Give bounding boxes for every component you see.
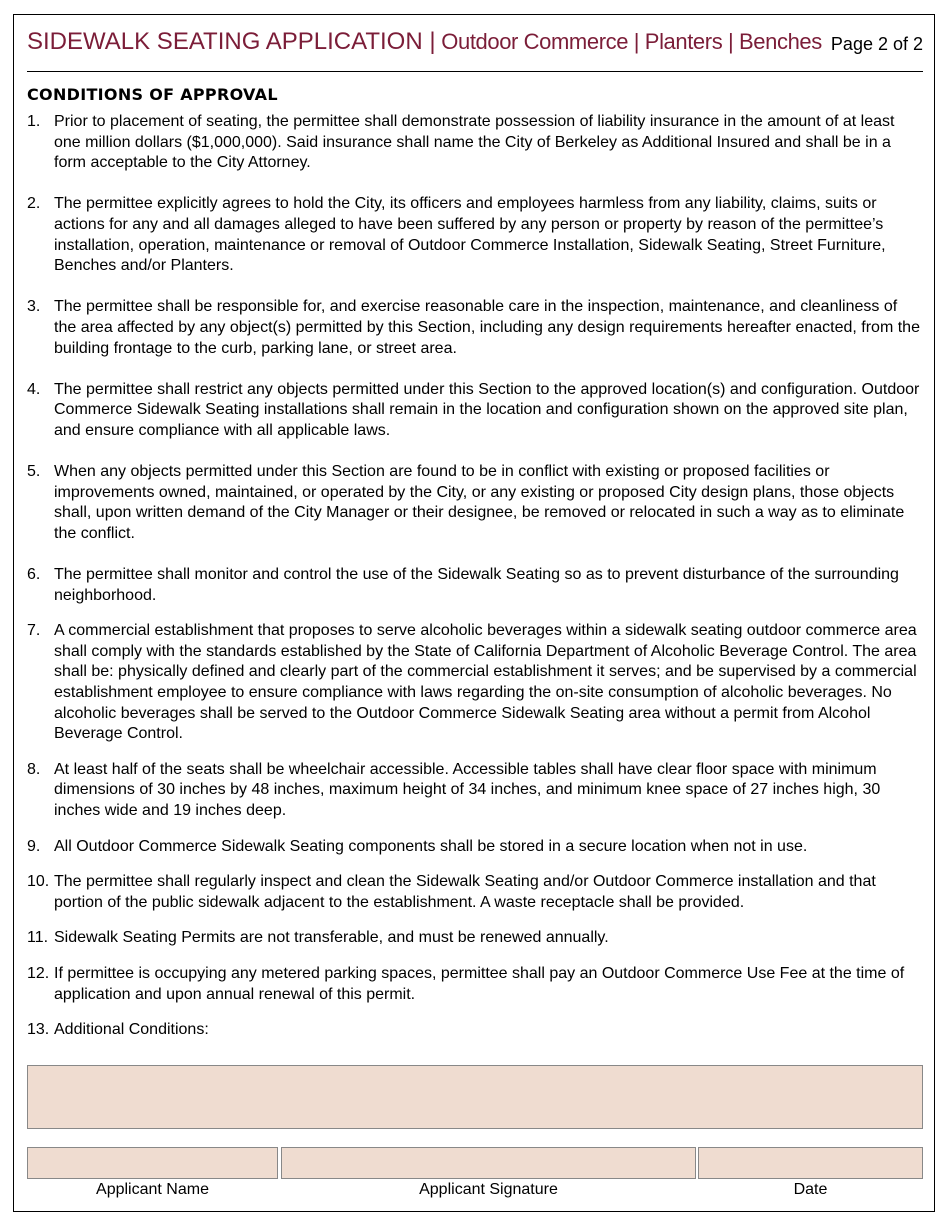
- condition-item: [27, 837, 923, 858]
- condition-text: The permittee shall restrict any objects permitted under this Section to the approved location(s) and configuration. Outdoor Commerce Sidewalk Seating installations shall remain in the location and configuration shown on the approved site plan, and ensure compliance with all applicable laws.: [54, 380, 920, 439]
- conditions-list: [27, 112, 923, 1041]
- condition-item: [27, 194, 923, 276]
- applicant-signature-label: Applicant Signature: [419, 1181, 558, 1198]
- condition-text: If permittee is occupying any metered parking spaces, permittee shall pay an Outdoor Commerce Use Fee at the time of application and upon annual renewal of this permit.: [54, 964, 905, 1003]
- condition-number: 8.: [27, 760, 41, 778]
- condition-item: [27, 462, 923, 544]
- condition-text: The permittee shall be responsible for, and exercise reasonable care in the inspection, maintenance, and cleanliness of the area affected by any object(s) permitted by this Section, including any design requirements hereafter enacted, from the building frontage to the curb, parking lane, or street area.: [54, 298, 920, 357]
- condition-number: 12.: [27, 964, 50, 982]
- condition-text: At least half of the seats shall be wheelchair accessible. Accessible tables shall have clear floor space with minimum dimensions of 30 inches by 48 inches, maximum height of 34 inches, and minimum knee space of 27 inches high, 30 inches wide and 19 inches deep.: [54, 760, 881, 819]
- condition-item: [27, 760, 923, 822]
- condition-number: 10.: [27, 873, 50, 891]
- applicant-signature-field[interactable]: [281, 1147, 696, 1179]
- condition-number: 2.: [27, 195, 41, 213]
- date-field[interactable]: [698, 1147, 923, 1179]
- additional-conditions-field[interactable]: [27, 1065, 923, 1129]
- condition-number: 4.: [27, 380, 41, 398]
- condition-item: [27, 1020, 923, 1041]
- condition-number: 6.: [27, 566, 41, 584]
- applicant-name-label: Applicant Name: [96, 1181, 209, 1198]
- condition-text: The permittee shall monitor and control the use of the Sidewalk Seating so as to prevent disturbance of the surrounding neighborhood.: [54, 566, 899, 604]
- condition-item: [27, 621, 923, 745]
- condition-text: Additional Conditions:: [54, 1021, 209, 1039]
- condition-text: Sidewalk Seating Permits are not transferable, and must be renewed annually.: [54, 929, 609, 947]
- condition-item: [27, 928, 923, 949]
- condition-number: 5.: [27, 463, 41, 481]
- applicant-name-field[interactable]: [27, 1147, 278, 1179]
- condition-text: The permittee explicitly agrees to hold the City, its officers and employees harmless from any liability, claims, suits or actions for any and all damages alleged to have been suffered by any person or property by reason of the permittee’s installation, operation, maintenance or removal of Outdoor Commerce Installation, Sidewalk Seating, Street Furniture, Benches and/or Planters.: [54, 195, 886, 275]
- condition-text: Prior to placement of seating, the permittee shall demonstrate possession of liability insurance in the amount of at least one million dollars ($1,000,000). Said insurance shall name the City of Berkeley as Additional Insured and shall be in a form acceptable to the City Attorney.: [54, 113, 895, 172]
- condition-text: When any objects permitted under this Section are found to be in conflict with existing or proposed facilities or improvements owned, maintained, or operated by the City, or any existing or proposed City design plans, those objects shall, upon written demand of the City Manager or their designee, be removed or relocated in such a way as to eliminate the conflict.: [54, 463, 905, 542]
- condition-text: A commercial establishment that proposes to serve alcoholic beverages within a sidewalk seating outdoor commerce area shall comply with the standards established by the State of California Department of Alcoholic Beverage Control. The area shall be: physically defined and clearly part of the commercial establishment it serves; and be supervised by a commercial establishment employee to ensure compliance with laws regarding the on-site consumption of alcoholic beverages. No alcoholic beverages shall be served to the Outdoor Commerce Sidewalk Seating area without a permit from Alcohol Beverage Control.: [54, 622, 917, 743]
- page-header: [27, 28, 923, 64]
- condition-number: 11.: [27, 929, 49, 947]
- condition-item: [27, 297, 923, 359]
- condition-item: [27, 964, 923, 1005]
- condition-number: 13.: [27, 1021, 50, 1039]
- condition-number: 9.: [27, 837, 41, 855]
- page-number: Page 2 of 2: [830, 34, 923, 54]
- condition-item: [27, 112, 923, 174]
- date-label: Date: [793, 1181, 828, 1198]
- document-subtitle: Outdoor Commerce | Planters | Benches: [435, 29, 822, 54]
- condition-text: The permittee shall regularly inspect and clean the Sidewalk Seating and/or Outdoor Commerce installation and that portion of the public sidewalk adjacent to the establishment. A waste receptacle shall be provided.: [54, 873, 876, 911]
- header-divider: [27, 71, 923, 72]
- condition-text: All Outdoor Commerce Sidewalk Seating components shall be stored in a secure location when not in use.: [54, 837, 808, 855]
- document-title: SIDEWALK SEATING APPLICATION |: [27, 28, 436, 55]
- condition-item: [27, 565, 923, 606]
- condition-item: [27, 380, 923, 442]
- condition-number: 3.: [27, 298, 41, 316]
- condition-item: [27, 872, 923, 913]
- condition-number: 1.: [27, 113, 41, 130]
- section-heading: CONDITIONS OF APPROVAL: [27, 85, 278, 104]
- condition-number: 7.: [27, 622, 41, 640]
